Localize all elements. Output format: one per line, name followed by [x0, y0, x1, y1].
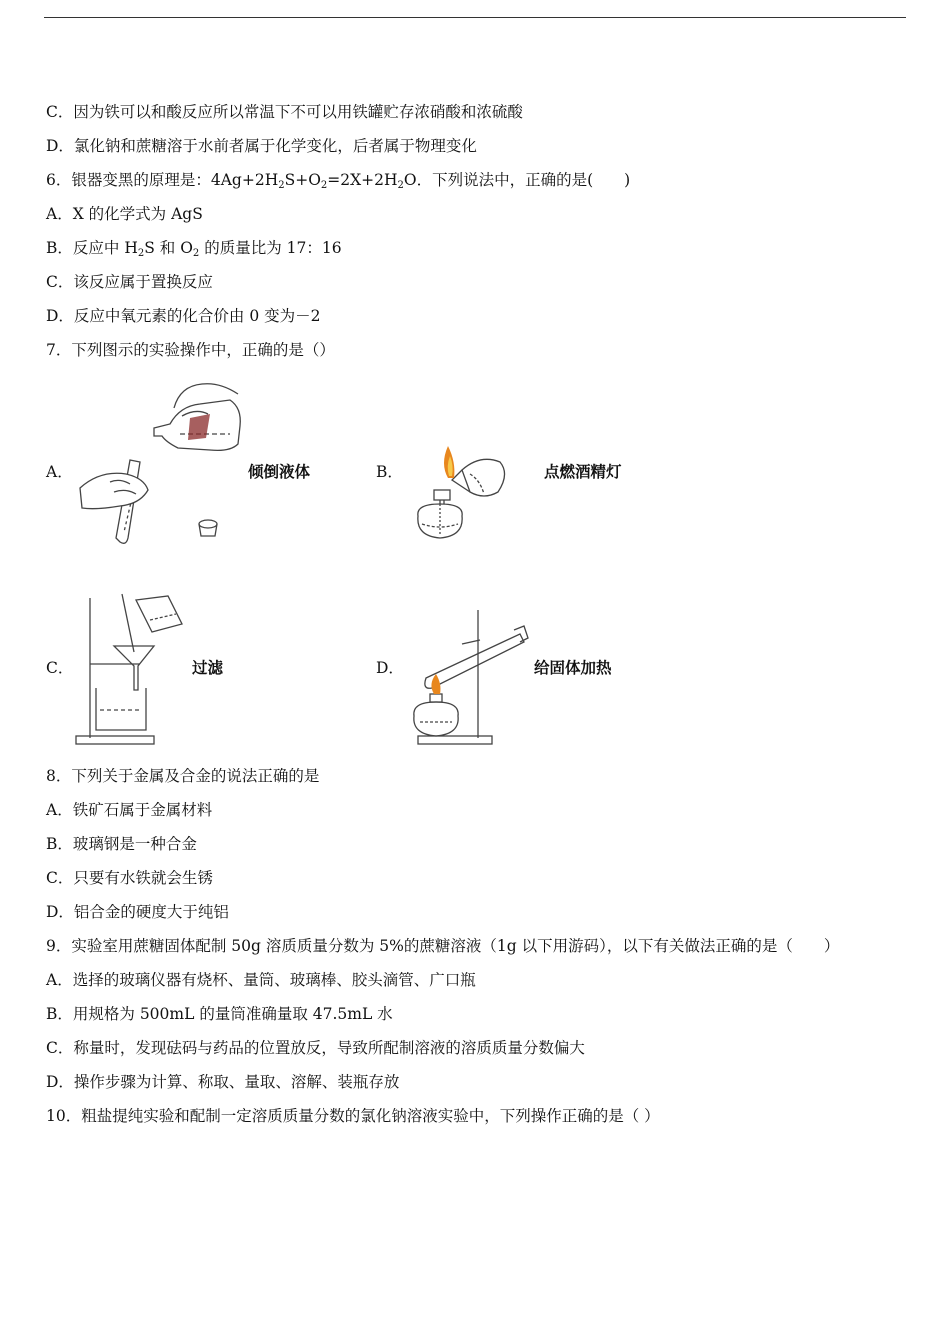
q8-option-c: C．只要有水铁就会生锈: [46, 869, 213, 887]
q7-option-c-caption: 过滤: [192, 658, 224, 677]
q6-option-c: C．该反应属于置换反应: [46, 273, 213, 291]
heating-solid-illustration: [400, 604, 530, 749]
q7-option-b-letter: B．: [376, 463, 403, 481]
q7-stem: 7．下列图示的实验操作中，正确的是（）: [46, 341, 335, 359]
q9-option-d: D．操作步骤为计算、称取、量取、溶解、装瓶存放: [46, 1073, 400, 1091]
lighting-alcohol-lamp-illustration: [400, 440, 515, 550]
q7-option-a-letter: A．: [46, 463, 73, 481]
q8-option-d: D．铝合金的硬度大于纯铝: [46, 903, 229, 921]
q6-option-d: D．反应中氧元素的化合价由 0 变为－2: [46, 307, 321, 325]
q9-option-b: B．用规格为 500mL 的量筒准确量取 47.5mL 水: [46, 1005, 393, 1023]
q6-option-a: A．X 的化学式为 AgS: [46, 205, 203, 223]
header-rule: [44, 17, 906, 18]
q7-option-d-caption: 给固体加热: [534, 658, 612, 677]
q5-option-c: C．因为铁可以和酸反应所以常温下不可以用铁罐贮存浓硝酸和浓硫酸: [46, 103, 523, 121]
q6-stem: 6．银器变黑的原理是：$4Ag+2H_2S+O_2=2X+2H_2O$．下列说法中，正确的是( ): [46, 171, 631, 191]
q5-option-d: D．氯化钠和蔗糖溶于水前者属于化学变化，后者属于物理变化: [46, 137, 477, 155]
q8-option-b: B．玻璃钢是一种合金: [46, 835, 197, 853]
q6-option-b: B．反应中 $H_2S$ 和 $O_2$ 的质量比为 17：16: [46, 239, 342, 259]
q7-option-d-letter: D．: [376, 659, 404, 677]
q8-option-a: A．铁矿石属于金属材料: [46, 801, 213, 819]
filtration-illustration: [70, 590, 190, 750]
q9-stem: 9．实验室用蔗糖固体配制 50g 溶质质量分数为 5%的蔗糖溶液（1g 以下用游码），以下有关做法正确的是（ ）: [46, 937, 840, 955]
q7-option-a-caption: 倾倒液体: [248, 462, 311, 481]
q7-option-b-caption: 点燃酒精灯: [544, 462, 622, 481]
q10-stem: 10．粗盐提纯实验和配制一定溶质质量分数的氯化钠溶液实验中，下列操作正确的是（ ）: [46, 1107, 660, 1125]
pouring-liquid-illustration: [70, 378, 245, 550]
q7-option-c-letter: C．: [46, 659, 74, 677]
q8-stem: 8．下列关于金属及合金的说法正确的是: [46, 767, 320, 785]
q9-option-c: C．称量时，发现砝码与药品的位置放反，导致所配制溶液的溶质质量分数偏大: [46, 1039, 585, 1057]
q9-option-a: A．选择的玻璃仪器有烧杯、量筒、玻璃棒、胶头滴管、广口瓶: [46, 971, 476, 989]
